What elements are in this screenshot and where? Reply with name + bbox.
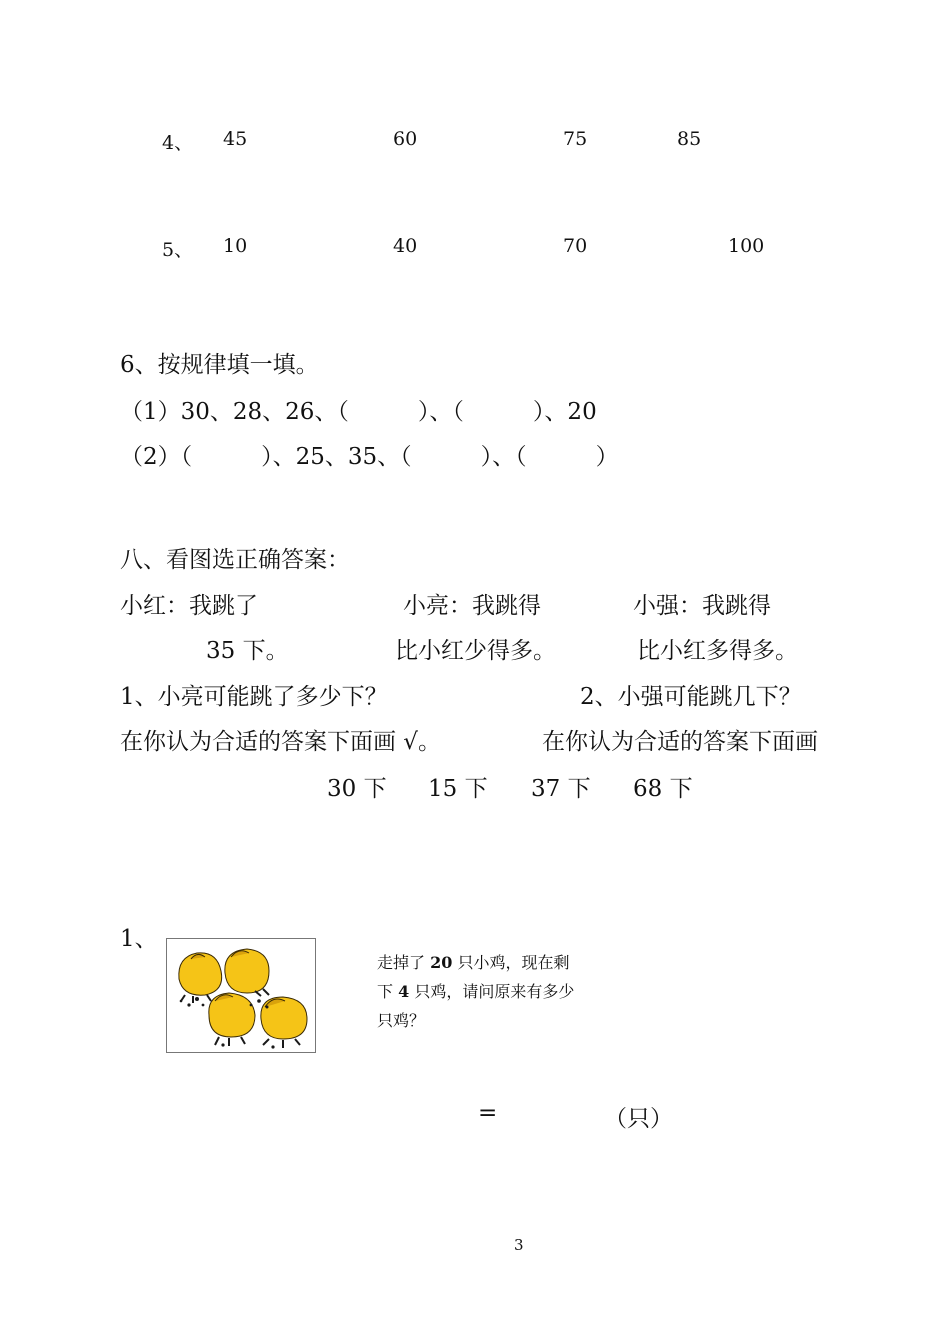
problem1-text (377, 948, 574, 1035)
chick-icon (261, 997, 307, 1048)
section8-title: 八、看图选正确答案： (120, 547, 350, 573)
seq4-value-3: 75 (563, 128, 588, 150)
seq4-label: 4、 (162, 132, 194, 154)
seq5-value-1: 10 (223, 235, 248, 257)
seq5-value-2: 40 (393, 235, 418, 257)
seq4-value-1: 45 (223, 128, 248, 150)
section8-question-1-hint: 在你认为合适的答案下面画 √。 (120, 729, 441, 755)
chick-icon (179, 953, 222, 1003)
answer-unit: （只） (604, 1106, 673, 1132)
chick-icon (209, 993, 255, 1046)
problem1-text-b: 只小鸡，现在剩 (452, 953, 570, 972)
answer-option-1[interactable]: 30 下 (327, 776, 387, 802)
speaker-xiaoliang-line2: 比小红少得多。 (395, 638, 556, 664)
problem1-text-line-1 (377, 948, 574, 977)
section8-question-2: 2、小强可能跳几下？ (580, 684, 802, 710)
q6-title: 6、按规律填一填。 (120, 352, 319, 378)
chicks-illustration (167, 939, 315, 1052)
speaker-xiaohong-line2: 35 下。 (206, 638, 289, 664)
speaker-xiaohong-line1: 小红：我跳了 (120, 593, 258, 619)
problem1-count-left: 20 (430, 953, 453, 972)
answer-option-3[interactable]: 37 下 (531, 776, 591, 802)
seq5-value-3: 70 (563, 235, 588, 257)
answer-option-4[interactable]: 68 下 (633, 776, 693, 802)
problem1-text-line-3 (377, 1006, 574, 1035)
problem1-text-e: 只鸡？ (377, 1011, 426, 1030)
equals-sign: = (478, 1100, 498, 1126)
seq4-value-4: 85 (677, 128, 702, 150)
seq5-label: 5、 (162, 239, 194, 261)
problem1-count-remaining: 4 (398, 982, 410, 1001)
answer-option-2[interactable]: 15 下 (428, 776, 488, 802)
problem1-text-d: 只鸡，请问原来有多少 (409, 982, 575, 1001)
problem1-number: 1、 (120, 926, 158, 952)
section8-question-2-hint: 在你认为合适的答案下面画 (542, 729, 818, 755)
chicks-picture (166, 938, 316, 1053)
seq5-value-4: 100 (728, 235, 765, 257)
chick-icon (225, 949, 269, 996)
page-number: 3 (514, 1236, 524, 1254)
section8-question-1: 1、小亮可能跳了多少下？ (120, 684, 388, 710)
q6-line-1: （1）30、28、26、（ ）、（ ）、20 (120, 399, 597, 425)
seq4-value-2: 60 (393, 128, 418, 150)
problem1-text-line-2 (377, 977, 574, 1006)
problem1-text-a: 走掉了 (377, 953, 431, 972)
speaker-xiaoqiang-line2: 比小红多得多。 (637, 638, 798, 664)
speaker-xiaoliang-line1: 小亮：我跳得 (403, 593, 541, 619)
problem1-text-c: 下 (377, 982, 399, 1001)
q6-line-2: （2）（ ）、25、35、（ ）、（ ） (120, 444, 619, 470)
speaker-xiaoqiang-line1: 小强：我跳得 (633, 593, 771, 619)
